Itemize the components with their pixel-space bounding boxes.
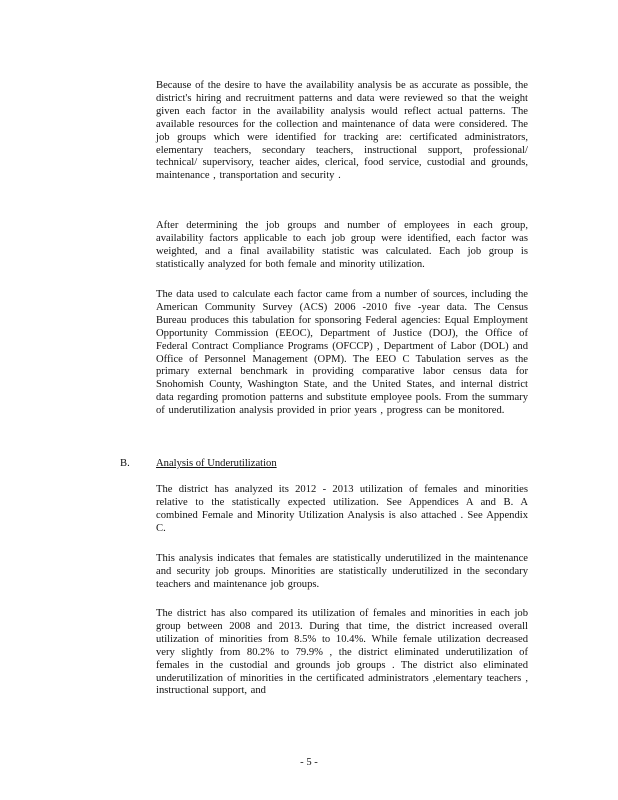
paragraph-utilization-comparison: The district has also compared its utilization of females and minorities in each job group between 2008 and 2013. During that time, the district increased overall utilization of minorities from 8.5% to 10.4%. While female utilization decreased very slightly from 80.2% to 79.9% , the district eliminated underutilization of females in the custodial and grounds job groups . The district also eliminated underutilization of minorities in the certificated administrators ,elementary teachers , instructional support, and [156,608,528,697]
section-heading: Analysis of Underutilization [156,458,277,469]
paragraph-job-groups: After determining the job groups and number of employees in each group, availability factors applicable to each job group were identified, each factor was weighted, and a final availability statistic was calculated. Each job group is statistically analyzed for both female and minority utilization. [156,220,528,270]
page-number: - 5 - [300,757,318,768]
paragraph-data-sources: The data used to calculate each factor came from a number of sources, including the American Community Survey (ACS) 2006 -2010 five -year data. The Census Bureau produces this tabulation for sponsoring Federal agencies: Equal Employment Opportunity Commission (EEOC), Department of Justice (DOJ), the Office of Federal Contract Compliance Programs (OFCCP) , Department of Labor (DOL) and Office of Personnel Management (OPM). The EEO C Tabulation serves as the primary external benchmark in providing comparative labor census data for Snohomish County, Washington State, and the United States, and internal district data regarding promotion patterns and substitute employee pools. From the summary of underutilization analysis provided in prior years , progress can be monitored. [156,289,528,417]
paragraph-underutilization-findings: This analysis indicates that females are statistically underutilized in the maintenance and security job groups. Minorities are statistically underutilized in the secondary teachers and maintenance job groups. [156,553,528,590]
section-letter: B. [120,458,130,469]
paragraph-availability-analysis: Because of the desire to have the availability analysis be as accurate as possible, the district's hiring and recruitment patterns and data were reviewed so that the weight given each factor in the availability analysis would reflect actual patterns. The available resources for the collection and maintenance of data were considered. The job groups which were identified for tracking are: certificated administrators, elementary teachers, secondary teachers, instructional support, professional/ technical/ supervisory, teacher aides, clerical, food service, custodial and grounds, maintenance , transportation and security . [156,80,528,182]
paragraph-utilization-analyzed: The district has analyzed its 2012 - 2013 utilization of females and minorities relative to the statistically expected utilization. See Appendices A and B. A combined Female and Minority Utilization Analysis is also attached . See Appendix C. [156,484,528,534]
